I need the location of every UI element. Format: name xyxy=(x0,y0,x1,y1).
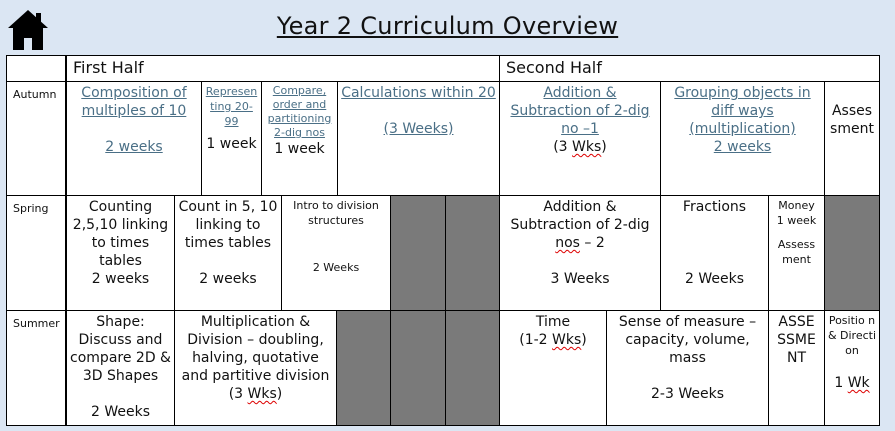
autumn-calculations-duration[interactable]: (3 Weeks) xyxy=(383,121,454,137)
summer-time-duration: (1-2 Wks) xyxy=(519,332,587,348)
spring-addition-title: Addition & Subtraction of 2-dig nos – 2 xyxy=(510,199,650,251)
summer-time-title: Time xyxy=(535,314,571,330)
autumn-calculations-cell xyxy=(337,81,500,196)
autumn-composition-cell xyxy=(66,81,202,196)
autumn-grouping-duration[interactable]: 2 weeks xyxy=(713,139,772,155)
autumn-grouping-cell xyxy=(660,81,825,196)
summer-empty-cell xyxy=(336,310,391,426)
spring-counting-title: Counting 2,5,10 linking to times tables xyxy=(72,199,169,269)
spring-counting-cell xyxy=(66,195,175,311)
autumn-compare-duration: 1 week xyxy=(274,141,325,157)
summer-measure-duration: 2-3 Weeks xyxy=(651,386,724,402)
summer-time-cell xyxy=(499,310,607,426)
curriculum-table xyxy=(6,55,880,426)
autumn-composition-duration[interactable]: 2 weeks xyxy=(105,139,163,155)
summer-position-duration: 1 Wk xyxy=(834,375,870,391)
spring-division-title: Intro to division structures xyxy=(293,199,379,227)
autumn-addition-cell xyxy=(499,81,661,196)
spring-empty-cell xyxy=(445,195,500,311)
autumn-addition-duration: (3 Wks) xyxy=(553,139,607,155)
autumn-addition-link[interactable]: Addition & Subtraction of 2-dig no –1 xyxy=(510,85,650,137)
autumn-compare-link[interactable]: Compare, order and partitioning 2-dig nos xyxy=(267,84,332,139)
summer-position-title: Positio n & Directi on xyxy=(827,314,877,357)
spring-division-cell xyxy=(281,195,391,311)
header-corner xyxy=(6,55,66,82)
spring-empty-cell xyxy=(390,195,446,311)
header-first-half: First Half xyxy=(66,55,500,82)
summer-position-cell xyxy=(824,310,880,426)
autumn-assessment-cell: Asses sment xyxy=(824,81,880,196)
spring-fractions-duration: 2 Weeks xyxy=(684,271,744,287)
autumn-grouping-link[interactable]: Grouping objects in diff ways (multiplication) xyxy=(674,85,811,137)
summer-shape-title: Shape: Discuss and compare 2D & 3D Shapes xyxy=(70,314,171,384)
summer-multiplication-cell xyxy=(174,310,337,426)
autumn-representing-link[interactable]: Represen ting 20-99 xyxy=(205,85,258,128)
summer-empty-cell xyxy=(390,310,446,426)
summer-measure-title: Sense of measure – capacity, volume, mass xyxy=(618,314,757,366)
spring-fractions-cell xyxy=(660,195,769,311)
row-label-summer: Summer xyxy=(6,310,66,426)
spring-money-title: Money xyxy=(778,199,815,212)
autumn-representing-duration: 1 week xyxy=(206,136,257,152)
spring-fractions-title: Fractions xyxy=(682,199,747,215)
spring-count-in-cell xyxy=(174,195,282,311)
row-label-spring: Spring xyxy=(6,195,66,311)
summer-empty-cell xyxy=(445,310,500,426)
spring-empty-cell xyxy=(824,195,880,311)
page-title: Year 2 Curriculum Overview xyxy=(276,12,619,40)
autumn-calculations-link[interactable]: Calculations within 20 xyxy=(341,85,496,101)
spring-counting-duration: 2 weeks xyxy=(91,271,150,287)
spring-addition-cell xyxy=(499,195,661,311)
summer-assessment-cell: ASSE SSME NT xyxy=(768,310,825,426)
spring-addition-duration: 3 Weeks xyxy=(550,271,610,287)
spring-count-in-title: Count in 5, 10 linking to times tables xyxy=(178,199,278,251)
spring-money-duration: 1 week xyxy=(776,214,817,227)
summer-shape-cell xyxy=(66,310,175,426)
header-second-half: Second Half xyxy=(499,55,880,82)
spring-count-in-duration: 2 weeks xyxy=(199,271,257,287)
autumn-representing-cell xyxy=(201,81,262,196)
summer-multiplication-duration: (3 Wks) xyxy=(228,386,283,402)
summer-measure-cell xyxy=(606,310,769,426)
row-label-autumn: Autumn xyxy=(6,81,66,196)
spring-money-cell xyxy=(768,195,825,311)
spring-division-duration: 2 Weeks xyxy=(312,261,360,274)
autumn-composition-link[interactable]: Composition of multiples of 10 xyxy=(81,85,187,119)
summer-shape-duration: 2 Weeks xyxy=(90,404,150,420)
summer-multiplication-title: Multiplication & Division – doubling, halving, quotative and partitive division xyxy=(181,314,330,384)
autumn-compare-cell xyxy=(261,81,338,196)
spring-money-assessment: Assess ment xyxy=(777,238,816,266)
